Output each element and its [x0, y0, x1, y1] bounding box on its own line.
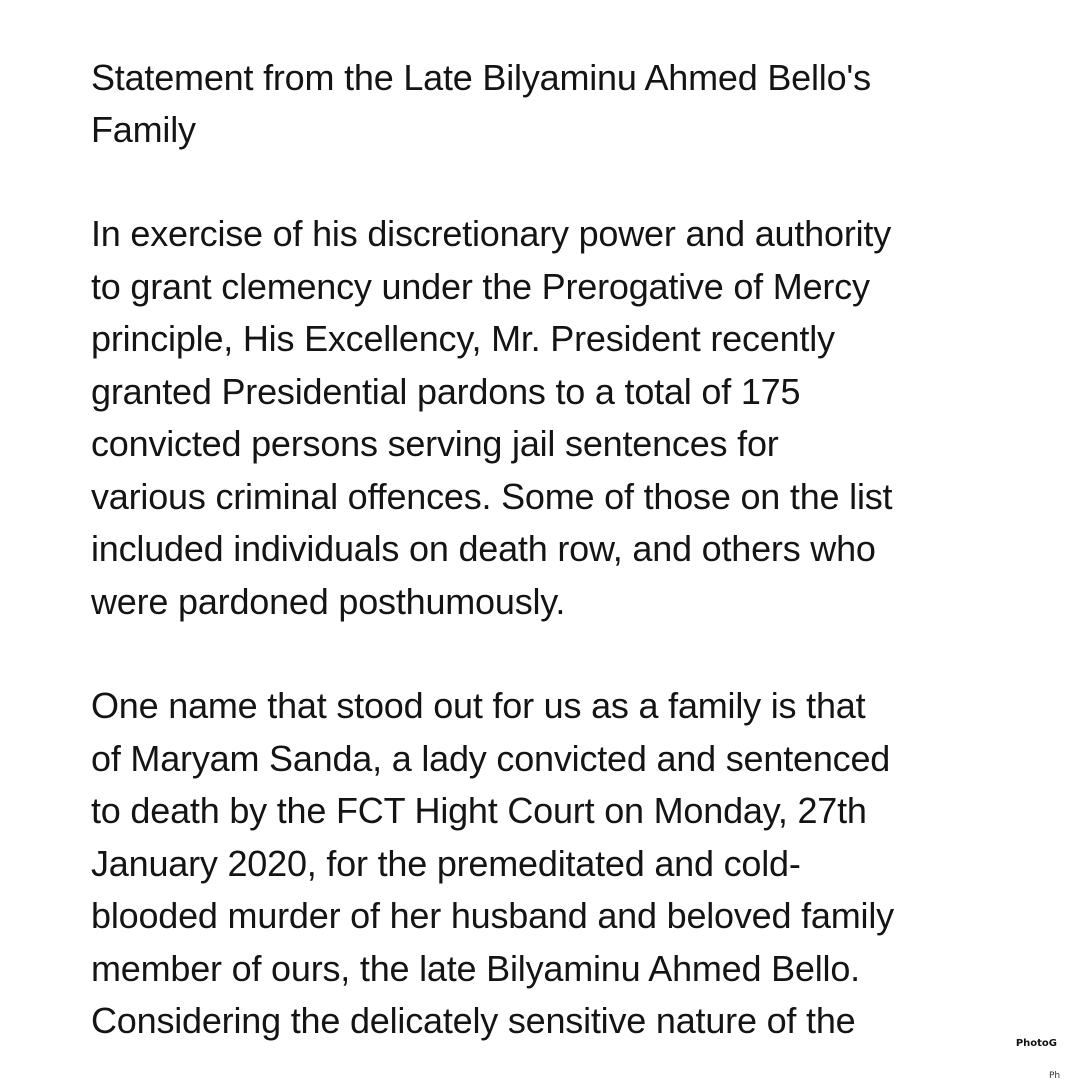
paragraph-line: January 2020, for the premeditated and cold- [91, 842, 801, 884]
paragraph-maryam-sanda [91, 680, 991, 1048]
paragraph-line: In exercise of his discretionary power and authority [91, 213, 892, 254]
paragraph-line: various criminal offences. Some of those on the list [91, 475, 893, 517]
paragraph-line: were pardoned posthumously. [91, 580, 566, 622]
paragraph-pardons [91, 208, 991, 628]
watermark-primary: PhotoG [1015, 1038, 1057, 1049]
watermark-secondary: Ph [1049, 1071, 1061, 1081]
paragraph-line: convicted persons serving jail sentences for [91, 423, 779, 464]
paragraph-line: blooded murder of her husband and beloved family [91, 895, 894, 936]
statement-title [91, 52, 991, 156]
paragraph-line: granted Presidential pardons to a total of 175 [91, 370, 801, 412]
title-line: Statement from the Late Bilyaminu Ahmed Bello's [91, 57, 871, 98]
title-line: Family [91, 109, 196, 150]
paragraph-line: principle, His Excellency, Mr. President recently [91, 318, 835, 359]
paragraph-line: One name that stood out for us as a family is that [91, 685, 866, 726]
paragraph-line: of Maryam Sanda, a lady convicted and sentenced [91, 737, 891, 779]
paragraph-line: member of ours, the late Bilyaminu Ahmed Bello. [91, 947, 860, 989]
paragraph-line: Considering the delicately sensitive nature of the [91, 1000, 856, 1041]
paragraph-line: to grant clemency under the Prerogative of Mercy [91, 265, 870, 307]
paragraph-line: to death by the FCT Hight Court on Monday, 27th [91, 790, 867, 831]
statement-document [91, 52, 991, 1048]
paragraph-line: included individuals on death row, and others who [91, 528, 876, 569]
